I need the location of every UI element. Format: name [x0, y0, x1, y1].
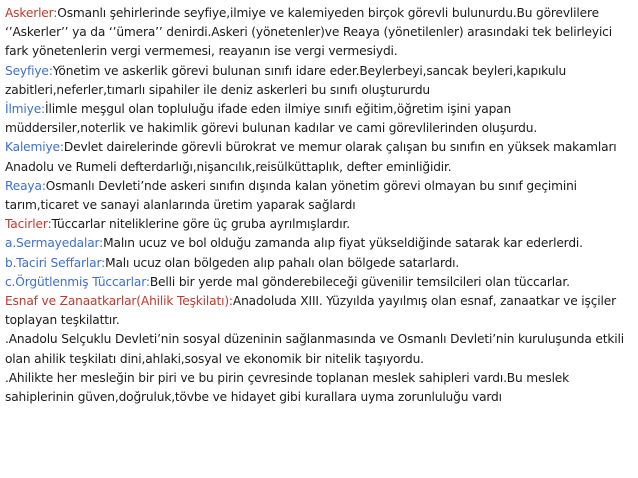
paragraph-sermayedalar	[5, 234, 633, 253]
term-tacirler: Tacirler:	[5, 217, 52, 232]
body-taciri-seffarlar: Malı ucuz olan bölgeden alıp pahalı olan bölgede satarlardı.	[105, 255, 460, 270]
paragraph-seyfiye	[5, 62, 633, 100]
paragraph-esnaf-zanaatkarlar	[5, 292, 633, 330]
term-reaya: Reaya:	[5, 178, 46, 193]
term-seyfiye: Seyfiye:	[5, 63, 53, 78]
paragraph-taciri-seffarlar	[5, 254, 633, 273]
paragraph-tacirler	[5, 215, 633, 234]
body-tacirler: Tüccarlar niteliklerine göre üç gruba ayrılmışlardır.	[51, 217, 350, 232]
paragraph-reaya	[5, 177, 633, 215]
body-kalemiye: Devlet dairelerinde görevli bürokrat ve memur olarak çalışan bu sınıfın en yüksek makamları Anadolu ve Rumeli defterdarlığı,nişancılık,reisülküttaplık, defter eminliğidir.	[5, 140, 617, 174]
term-kalemiye: Kalemiye:	[5, 140, 64, 155]
slide-text-body	[5, 4, 633, 407]
term-taciri-seffarlar: b.Taciri Seffarlar:	[5, 255, 106, 270]
body-askerler: Osmanlı şehirlerinde seyfiye,ilmiye ve kalemiyeden birçok görevli bulunurdu.Bu görevlilere ‘’Askerler’’ ya da ‘’ümera’’ denirdi.Askeri (yönetenler)ve Reaya (yönetilenler) arasındaki tek belirleyici fark yönetenlerin vergi vermemesi, reayanın ise vergi vermesiydi.	[5, 6, 612, 59]
body-ilmiye: İlimle meşgul olan topluluğu ifade eden ilmiye sınıfı eğitim,öğretim işini yapan müddersiler,noterlik ve hakimlik görevi bulunan kadılar ve cami görevlilerinden oluşurdu.	[5, 102, 538, 136]
term-sermayedalar: a.Sermayedalar:	[5, 236, 104, 251]
paragraph-kalemiye	[5, 138, 633, 176]
paragraph-ahilik	[5, 369, 633, 407]
body-seyfiye: Yönetim ve askerlik görevi bulunan sınıfı idare eder.Beylerbeyi,sancak beyleri,kapıkulu zabitleri,neferler,tımarlı sipahiler ile deniz askerleri bu sınıfı oluştururdu	[5, 63, 567, 97]
term-esnaf-zanaatkarlar: Esnaf ve Zanaatkarlar(Ahilik Teşkilatı):	[5, 294, 233, 309]
paragraph-anadolu-selcuklu	[5, 330, 633, 368]
paragraph-askerler	[5, 4, 633, 62]
term-askerler: Askerler:	[5, 6, 58, 20]
body-sermayedalar: Malın ucuz ve bol olduğu zamanda alıp fiyat yükseldiğinde satarak kar ederlerdi.	[103, 236, 583, 251]
body-orgutlenmis-tuccarlar: Belli bir yerde mal gönderebileceği güvenilir temsilcileri olan tüccarlar.	[149, 274, 570, 289]
paragraph-orgutlenmis-tuccarlar	[5, 273, 633, 292]
term-orgutlenmis-tuccarlar: c.Örgütlenmiş Tüccarlar:	[5, 274, 150, 289]
paragraph-ilmiye	[5, 100, 633, 138]
body-anadolu-selcuklu: .Anadolu Selçuklu Devleti’nin sosyal düzeninin sağlanmasında ve Osmanlı Devleti’nin kuruluşunda etkili olan ahilik teşkilatı dini,ahlaki,sosyal ve ekonomik bir nitelik taşıyordu.	[5, 332, 624, 366]
body-ahilik: .Ahilikte her mesleğin bir piri ve bu pirin çevresinde toplanan meslek sahipleri vardı.Bu meslek sahiplerinin güven,doğruluk,tövbe ve hidayet gibi kurallara uyma zorunluluğu vardı	[5, 370, 570, 405]
body-esnaf-zanaatkarlar: Anadoluda XIII. Yüzyılda yayılmış olan esnaf, zanaatkar ve işçiler toplayan teşkilattır.	[5, 294, 616, 328]
term-ilmiye: İlmiye:	[5, 102, 46, 117]
body-reaya: Osmanlı Devleti’nde askeri sınıfın dışında kalan yönetim görevi olmayan bu sınıf geçimini tarım,ticaret ve sanayi alanlarında üretim yaparak sağlardı	[5, 178, 577, 213]
